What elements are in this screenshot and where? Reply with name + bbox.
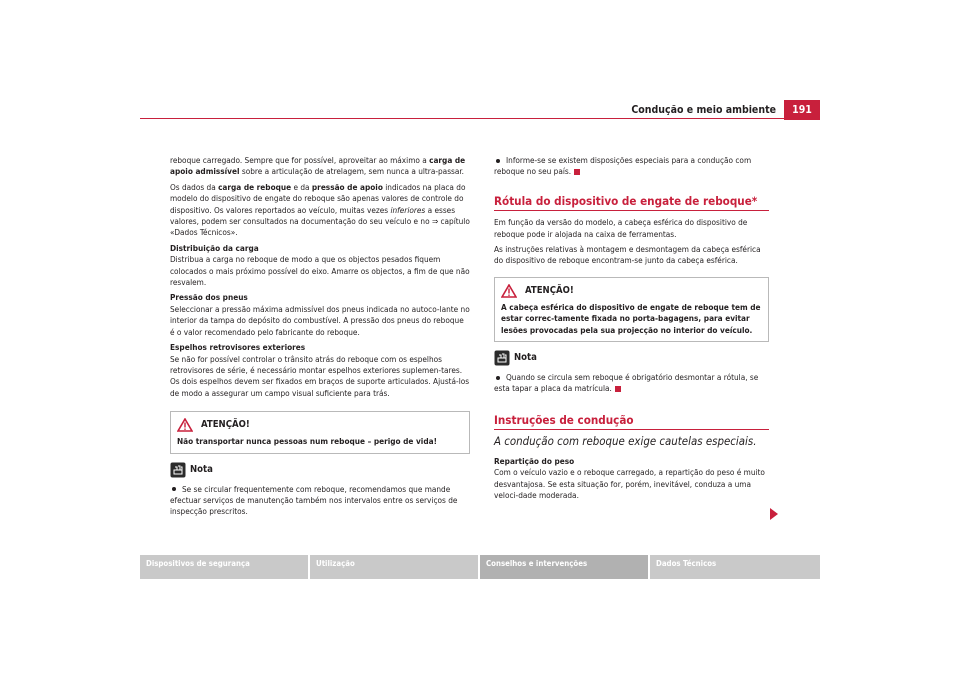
note-icon — [170, 462, 186, 478]
footer-tab-utilizacao[interactable]: Utilização — [310, 555, 478, 579]
warning-text: Não transportar nunca pessoas num reboque – perigo de vida! — [177, 436, 437, 447]
section-title: Rótula do dispositivo de engate de reboque* — [494, 196, 769, 211]
header-title: Condução e meio ambiente — [631, 104, 776, 116]
subheading: Repartição do peso — [494, 455, 575, 466]
note-title: Nota — [190, 463, 213, 475]
paragraph: Seleccionar a pressão máxima admissível dos pneus indicada no autoco-lante no interior da tampa do depósito do combustível. A pressão dos pneus do reboque é o valor recomendado pelo fabricante do reboque. — [170, 303, 470, 337]
end-mark-icon — [615, 386, 621, 392]
page-number: 191 — [784, 100, 820, 120]
bullet-icon — [172, 487, 176, 491]
section-title: Instruções de condução — [494, 415, 769, 430]
paragraph: Os dados da carga de reboque e da pressão de apoio indicados na placa do modelo do dispositivo de engate do reboque são apenas valores de controle do dispositivo. Os valores reportados ao veículo, muitas vezes inferiores a esses valores, podem ser consultados na documentação do seu veículo e no ⇒ capítulo «Dados Técnicos». — [170, 181, 470, 238]
warning-icon — [177, 418, 193, 432]
right-column — [494, 155, 769, 505]
footer-tab-dispositivos[interactable]: Dispositivos de segurança — [140, 555, 308, 579]
subheading: Espelhos retrovisores exteriores — [170, 342, 306, 353]
footer-tab-dados[interactable]: Dados Técnicos — [650, 555, 820, 579]
warning-title: ATENÇÃO! — [525, 285, 574, 297]
left-column — [170, 155, 470, 522]
header-rule — [140, 118, 820, 119]
footer-tab-conselhos[interactable]: Conselhos e intervenções — [480, 555, 648, 579]
paragraph: As instruções relativas à montagem e desmontagem da cabeça esférica do dispositivo de reboque encontram-se junto da cabeça esférica. — [494, 244, 761, 266]
warning-icon — [501, 284, 517, 298]
section-subtitle: A condução com reboque exige cautelas especiais. — [494, 434, 757, 449]
warning-box — [494, 277, 769, 342]
list-item: Informe-se se existem disposições especiais para a condução com reboque no seu país. — [494, 155, 752, 177]
next-page-arrow-icon[interactable] — [770, 508, 778, 520]
end-mark-icon — [574, 169, 580, 175]
subheading: Pressão dos pneus — [170, 292, 248, 303]
paragraph: Com o veículo vazio e o reboque carregado, a repartição do peso é muito desvantajosa. Se esta situação for, porém, inevitável, conduza a uma veloci-dade moderada. — [494, 467, 765, 500]
note-item: Se se circular frequentemente com reboque, recomendamos que mande efectuar serviços de manutenção também nos intervalos entre os serviços de inspecção prescritos. — [170, 483, 458, 517]
bullet-icon — [496, 376, 500, 380]
note-item: Quando se circula sem reboque é obrigatório desmontar a rótula, se esta tapar a placa da matrícula. — [494, 372, 759, 394]
note-icon — [494, 350, 510, 366]
paragraph: Se não for possível controlar o trânsito atrás do reboque com os espelhos retrovisores de série, é necessário montar espelhos exteriores suplemen-tares. Os dois espelhos devem ser fixados em braços de suporte articulados. Ajustá-los de modo a assegurar um campo visual suficiente para trás. — [170, 353, 470, 398]
subheading: Distribuição da carga — [170, 242, 259, 253]
paragraph: Distribua a carga no reboque de modo a que os objectos pesados fiquem colocados o mais próximo possível do eixo. Amarre os objectos, a fim de que não resvalem. — [170, 254, 470, 288]
note-title: Nota — [514, 352, 537, 364]
bullet-icon — [496, 159, 500, 163]
warning-box — [170, 411, 470, 453]
warning-text: A cabeça esférica do dispositivo de engate de reboque tem de estar correc-tamente fixada no porta-bagagens, para evitar lesões provocadas pela sua projecção no interior do veículo. — [501, 301, 761, 335]
paragraph: Em função da versão do modelo, a cabeça esférica do dispositivo de reboque pode ir alojada na caixa de ferramentas. — [494, 217, 748, 239]
warning-title: ATENÇÃO! — [201, 419, 250, 431]
paragraph: reboque carregado. Sempre que for possível, aproveitar ao máximo a carga de apoio admissível sobre a articulação de atrelagem, sem nunca a ultra-passar. — [170, 155, 466, 177]
